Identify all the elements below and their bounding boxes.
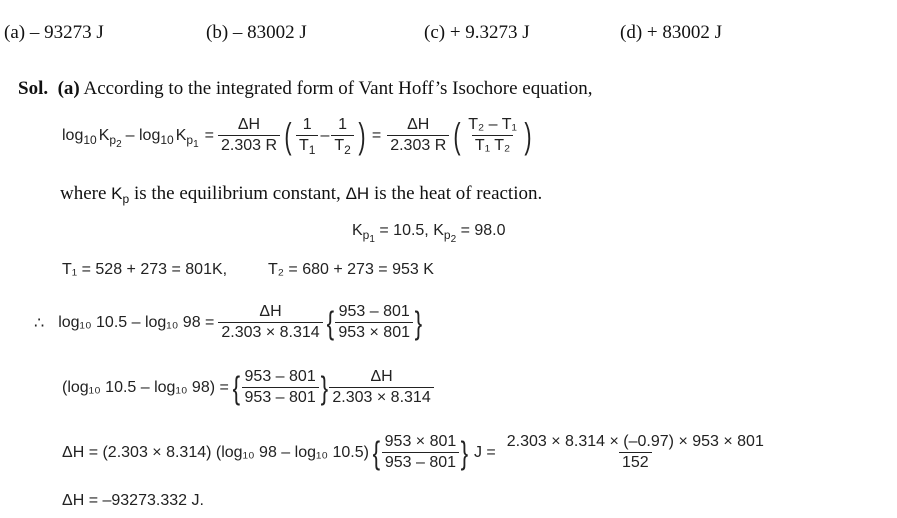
temperature-t1: T₁ = 528 + 273 = 801K, — [62, 261, 228, 278]
final-result: ΔH = –93273.332 J. — [62, 492, 204, 509]
eq1-frac-dh-r-2: $\frac{\Delta H}{2.303 R}$ — [387, 116, 449, 155]
option-b: (b) – 83002 J — [206, 22, 307, 43]
step-1: ∴ log₁₀ 10.5 – log₁₀ 98 = $\frac{\Delta H}{2.303 \times 8.314}$ { $\frac{953 - 801}{953 \times 801}$ } — [34, 303, 423, 341]
solution-prefix: Sol. — [18, 78, 49, 99]
eq1-frac-dh-r: $\frac{\Delta H}{2.303 R}$ — [218, 116, 280, 155]
eq1-log-a: $\log_{10}$ — [62, 126, 97, 147]
eq1-frac-1-t2: $\frac{1}{T_2}$ — [331, 116, 353, 155]
vant-hoff-equation: $\log_{10}$ $K_{p_2}$ – $\log_{10}$ $K_{p_1}$ = $\frac{\Delta H}{2.303 R}$ ( $\frac{1}{T_1}$ – $\frac{1}{T_2}$ ) = $\frac{\Delta H}{2.303 R}$ ( $\frac{\text{T₂ – T₁}}{\text{T₁ T₂}}$ ) — [62, 114, 532, 157]
eq1-frac-1-t1: $\frac{1}{T_1}$ — [296, 116, 318, 155]
eq1-frac-t-diff: $\frac{\text{T₂ – T₁}}{\text{T₁ T₂}}$ — [468, 116, 517, 154]
solution-intro: According to the integrated form of Vant Hoff’s Isochore equation, — [83, 78, 593, 99]
eq1-minus-log: – $\log_{10}$ — [125, 126, 174, 147]
kp-values: $K_{p_1} = 10.5$, $K_{p_2} = 98.0$ — [352, 222, 506, 245]
solution-heading — [18, 78, 592, 100]
step-3: ΔH = (2.303 × 8.314) (log₁₀ 98 – log₁₀ 10.5) { $\frac{953 \times 801}{953 - 801}$ } J = $\frac{2.303 \times 8.314 \times (-0.97) \times 953 \times 801}{152}$ — [62, 433, 764, 471]
option-c: (c) + 9.3273 J — [424, 22, 530, 43]
step-2: (log₁₀ 10.5 – log₁₀ 98) = { $\frac{953 - 801}{953 - 801}$ } $\frac{\Delta H}{2.303 \times 8.314}$ — [62, 368, 434, 407]
solution-answer: (a) — [57, 78, 80, 99]
where-line: where $K_p$ is the equilibrium constant, ΔH is the heat of reaction. — [60, 183, 543, 206]
option-d: (d) + 83002 J — [620, 22, 723, 43]
temperature-t2: T₂ = 680 + 273 = 953 K — [268, 261, 434, 278]
option-a: (a) – 93273 J — [4, 22, 104, 43]
